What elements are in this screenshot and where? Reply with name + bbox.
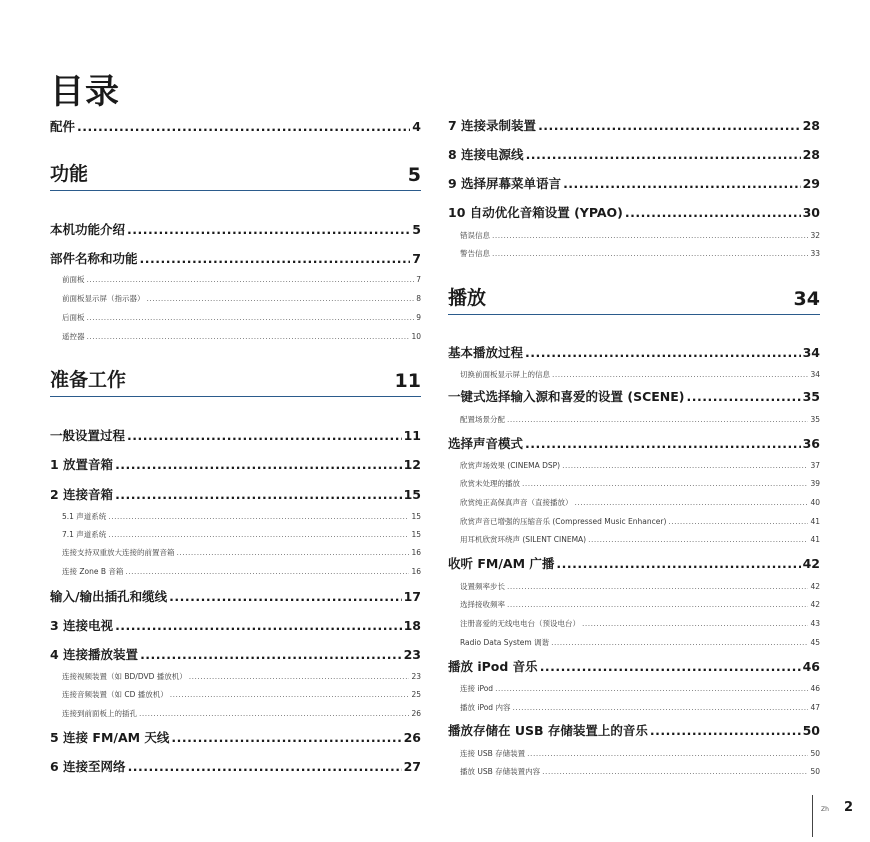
toc-entry-page: 7 (412, 251, 421, 266)
toc-entry-label: 6 连接至网络 (50, 759, 126, 774)
dot-leader (170, 689, 410, 700)
toc-subentry[interactable] (448, 478, 820, 489)
dot-leader (492, 248, 808, 259)
dot-leader (507, 599, 808, 610)
toc-subentry-label: 欣赏未处理的播放 (460, 479, 520, 488)
dot-leader (108, 511, 409, 522)
toc-subentry[interactable] (448, 534, 820, 545)
dot-leader (526, 147, 801, 163)
section-title: 准备工作 (50, 369, 127, 391)
toc-subentry[interactable] (50, 274, 421, 285)
toc-subentry-label: 播放 USB 存储装置内容 (460, 767, 541, 776)
toc-entry-label: 8 连接电源线 (448, 147, 524, 162)
toc-subentry-label: 连接 USB 存储装置 (460, 749, 526, 758)
toc-subentry[interactable] (50, 331, 421, 342)
toc-entry-label: 4 连接播放装置 (50, 647, 139, 662)
toc-subentry-label: 5.1 声道系统 (62, 512, 107, 521)
section-header-features[interactable] (50, 163, 421, 191)
dot-leader (495, 683, 808, 694)
toc-subentry[interactable] (448, 369, 820, 380)
dot-leader (507, 414, 808, 425)
section-page: 34 (793, 288, 820, 310)
dot-leader (525, 436, 801, 452)
toc-entry-label: 播放 iPod 音乐 (448, 659, 538, 674)
dot-leader (87, 312, 415, 323)
toc-subentry-page: 23 (411, 672, 421, 681)
dot-leader (177, 547, 410, 558)
toc-subentry[interactable] (50, 566, 421, 577)
toc-subentry-label: 注册喜爱的无线电电台（预设电台） (460, 619, 580, 628)
toc-subentry-label: 前面板 (62, 275, 85, 284)
toc-entry[interactable] (448, 556, 820, 572)
dot-leader (87, 274, 415, 285)
toc-entry-label: 3 连接电视 (50, 618, 114, 633)
dot-leader (140, 251, 411, 267)
toc-entry-label: 5 连接 FM/AM 天线 (50, 730, 170, 745)
toc-entry-label: 10 自动优化音箱设置 (YPAO) (448, 205, 623, 220)
toc-subentry-label: 选择接收频率 (460, 600, 505, 609)
toc-entry[interactable] (50, 618, 421, 634)
toc-subentry-page: 34 (810, 370, 820, 379)
toc-subentry-page: 7 (416, 275, 421, 284)
toc-subentry-page: 46 (810, 684, 820, 693)
toc-entry-label: 7 连接录制装置 (448, 118, 537, 133)
toc-subentry-label: 欣赏声场效果 (CINEMA DSP) (460, 461, 561, 470)
toc-entry-page: 46 (802, 659, 820, 674)
toc-entry[interactable] (50, 759, 421, 775)
dot-leader (169, 589, 402, 605)
toc-subentry[interactable] (448, 748, 820, 759)
toc-subentry[interactable] (448, 497, 820, 508)
toc-subentry-label: 配置场景分配 (460, 415, 505, 424)
dot-leader (687, 389, 801, 405)
toc-subentry-page: 50 (810, 749, 820, 758)
toc-subentry[interactable] (50, 511, 421, 522)
dot-leader (115, 618, 402, 634)
toc-subentry[interactable] (448, 618, 820, 629)
dot-leader (87, 331, 410, 342)
toc-entry-page: 42 (802, 556, 820, 571)
toc-subentry-label: 设置频率步长 (460, 582, 505, 591)
toc-subentry-page: 45 (810, 638, 820, 647)
toc-entry-label: 输入/输出插孔和缆线 (50, 589, 168, 604)
toc-subentry-label: 连接音频装置（如 CD 播放机） (62, 690, 168, 699)
dot-leader (525, 345, 801, 361)
dot-leader (542, 766, 808, 777)
toc-subentry-label: 后面板 (62, 313, 85, 322)
section-page: 5 (407, 164, 421, 186)
toc-entry-page: 26 (403, 730, 421, 745)
toc-subentry-page: 35 (810, 415, 820, 424)
dot-leader (115, 457, 402, 473)
toc-subentry-page: 10 (411, 332, 421, 341)
toc-entry[interactable] (50, 730, 421, 746)
toc-subentry-label: 7.1 声道系统 (62, 530, 107, 539)
page-number: 2 (844, 800, 854, 815)
toc-subentry-label: 连接 Zone B 音箱 (62, 567, 124, 576)
dot-leader (552, 369, 808, 380)
toc-entry-label: 9 选择屏幕菜单语言 (448, 176, 562, 191)
toc-entry-label: 1 放置音箱 (50, 457, 114, 472)
dot-leader (625, 205, 801, 221)
dot-leader (139, 708, 409, 719)
toc-subentry[interactable] (50, 671, 421, 682)
toc-subentry-label: 播放 iPod 内容 (460, 703, 511, 712)
section-page: 11 (394, 370, 421, 392)
toc-entry-page: 11 (403, 428, 421, 443)
toc-entry-label: 一般设置过程 (50, 428, 126, 443)
toc-entry-page: 12 (403, 457, 421, 472)
page-title: 目录 (50, 72, 120, 112)
toc-subentry-label: Radio Data System 调谐 (460, 638, 550, 647)
toc-entry-label: 本机功能介绍 (50, 222, 126, 237)
toc-entry-label: 播放存储在 USB 存储装置上的音乐 (448, 723, 648, 738)
dot-leader (125, 566, 409, 577)
dot-leader (127, 428, 402, 444)
toc-subentry[interactable] (50, 293, 421, 304)
toc-subentry[interactable] (448, 599, 820, 610)
dot-leader (115, 487, 402, 503)
toc-subentry-label: 遥控器 (62, 332, 85, 341)
toc-subentry[interactable] (50, 547, 421, 558)
dot-leader (575, 497, 809, 508)
dot-leader (189, 671, 410, 682)
language-code: Zh (821, 806, 829, 813)
dot-leader (551, 637, 808, 648)
toc-subentry-page: 43 (810, 619, 820, 628)
toc-entry-label: 选择声音模式 (448, 436, 524, 451)
toc-subentry-label: 连接视频装置（如 BD/DVD 播放机） (62, 672, 187, 681)
toc-entry[interactable] (448, 118, 820, 134)
toc-subentry-page: 15 (411, 530, 421, 539)
dot-leader (650, 723, 801, 739)
toc-subentry-label: 连接支持双重放大连接的前置音箱 (62, 548, 175, 557)
dot-leader (127, 222, 410, 238)
toc-subentry-page: 47 (810, 703, 820, 712)
toc-subentry[interactable] (50, 689, 421, 700)
toc-entry-page: 15 (403, 487, 421, 502)
toc-subentry-page: 37 (810, 461, 820, 470)
toc-subentry[interactable] (448, 702, 820, 713)
toc-subentry-page: 42 (810, 600, 820, 609)
toc-subentry[interactable] (448, 516, 820, 527)
toc-subentry-page: 39 (810, 479, 820, 488)
toc-subentry-page: 25 (411, 690, 421, 699)
toc-entry-page: 29 (802, 176, 820, 191)
toc-entry-label: 配件 (50, 119, 76, 134)
toc-entry-page: 36 (802, 436, 820, 451)
section-title: 播放 (448, 287, 487, 309)
dot-leader (507, 581, 808, 592)
toc-entry-page: 28 (802, 118, 820, 133)
toc-entry-page: 34 (802, 345, 820, 360)
dot-leader (512, 702, 808, 713)
toc-subentry-label: 错误信息 (460, 231, 490, 240)
toc-subentry[interactable] (50, 708, 421, 719)
toc-subentry[interactable] (448, 230, 820, 241)
toc-entry[interactable] (50, 487, 421, 503)
toc-subentry-page: 40 (810, 498, 820, 507)
toc-entry[interactable] (448, 176, 820, 192)
toc-subentry-label: 欣赏声音已增强的压缩音乐 (Compressed Music Enhancer) (460, 517, 667, 526)
toc-subentry-page: 33 (810, 249, 820, 258)
toc-subentry-page: 50 (810, 767, 820, 776)
toc-subentry-label: 警告信息 (460, 249, 490, 258)
toc-subentry-page: 8 (416, 294, 421, 303)
dot-leader (668, 516, 808, 527)
toc-subentry-label: 用耳机欣赏环绕声 (SILENT CINEMA) (460, 535, 587, 544)
toc-entry[interactable] (448, 389, 820, 405)
toc-subentry-page: 15 (411, 512, 421, 521)
toc-entry[interactable] (50, 428, 421, 444)
dot-leader (147, 293, 415, 304)
toc-entry[interactable] (50, 589, 421, 605)
toc-entry[interactable] (448, 147, 820, 163)
toc-subentry[interactable] (448, 414, 820, 425)
dot-leader (77, 119, 410, 135)
toc-entry-page: 30 (802, 205, 820, 220)
toc-entry[interactable] (50, 647, 421, 663)
toc-entry-page: 18 (403, 618, 421, 633)
dot-leader (522, 478, 808, 489)
toc-subentry[interactable] (448, 581, 820, 592)
footer-divider (812, 795, 813, 837)
toc-subentry[interactable] (50, 529, 421, 540)
toc-entry-page: 50 (802, 723, 820, 738)
dot-leader (588, 534, 808, 545)
toc-entry-page: 5 (412, 222, 421, 237)
toc-subentry-page: 16 (411, 567, 421, 576)
toc-entry-label: 收听 FM/AM 广播 (448, 556, 555, 571)
toc-subentry-page: 26 (411, 709, 421, 718)
dot-leader (562, 460, 808, 471)
toc-subentry-page: 42 (810, 582, 820, 591)
toc-subentry-label: 切换前面板显示屏上的信息 (460, 370, 550, 379)
toc-subentry[interactable] (448, 460, 820, 471)
dot-leader (171, 730, 401, 746)
toc-entry-label: 部件名称和功能 (50, 251, 138, 266)
toc-entry-page: 4 (412, 119, 421, 134)
dot-leader (527, 748, 808, 759)
dot-leader (538, 118, 801, 134)
dot-leader (140, 647, 402, 663)
section-header-playback[interactable] (448, 287, 820, 315)
toc-subentry-page: 32 (810, 231, 820, 240)
toc-entry-label: 一键式选择输入源和喜爱的设置 (SCENE) (448, 389, 685, 404)
dot-leader (582, 618, 808, 629)
toc-subentry[interactable] (448, 637, 820, 648)
toc-subentry-page: 41 (810, 535, 820, 544)
toc-entry[interactable] (448, 205, 820, 221)
section-title: 功能 (50, 163, 89, 185)
toc-subentry[interactable] (448, 683, 820, 694)
section-header-preparation[interactable] (50, 369, 421, 397)
toc-subentry[interactable] (448, 766, 820, 777)
dot-leader (108, 529, 409, 540)
dot-leader (563, 176, 801, 192)
toc-entry-page: 28 (802, 147, 820, 162)
toc-entry[interactable] (448, 345, 820, 361)
toc-entry-page: 27 (403, 759, 421, 774)
toc-entry[interactable] (448, 436, 820, 452)
dot-leader (556, 556, 800, 572)
toc-subentry-label: 欣赏纯正高保真声音（直接播放） (460, 498, 573, 507)
toc-entry[interactable] (448, 659, 820, 675)
toc-entry[interactable] (50, 222, 421, 238)
toc-entry-page: 17 (403, 589, 421, 604)
toc-entry[interactable] (448, 723, 820, 739)
toc-subentry[interactable] (50, 312, 421, 323)
toc-subentry-label: 连接到前面板上的插孔 (62, 709, 137, 718)
toc-entry-label: 2 连接音箱 (50, 487, 114, 502)
dot-leader (492, 230, 808, 241)
toc-subentry-label: 前面板显示屏（指示器） (62, 294, 145, 303)
toc-subentry-page: 9 (416, 313, 421, 322)
toc-subentry-page: 16 (411, 548, 421, 557)
dot-leader (128, 759, 402, 775)
dot-leader (540, 659, 801, 675)
toc-subentry[interactable] (448, 248, 820, 259)
toc-subentry-label: 连接 iPod (460, 684, 494, 693)
toc-entry[interactable] (50, 457, 421, 473)
toc-subentry-page: 41 (810, 517, 820, 526)
toc-entry[interactable] (50, 251, 421, 267)
toc-entry-label: 基本播放过程 (448, 345, 524, 360)
toc-entry-page: 23 (403, 647, 421, 662)
toc-entry-page: 35 (802, 389, 820, 404)
toc-entry-accessories[interactable] (50, 119, 421, 135)
